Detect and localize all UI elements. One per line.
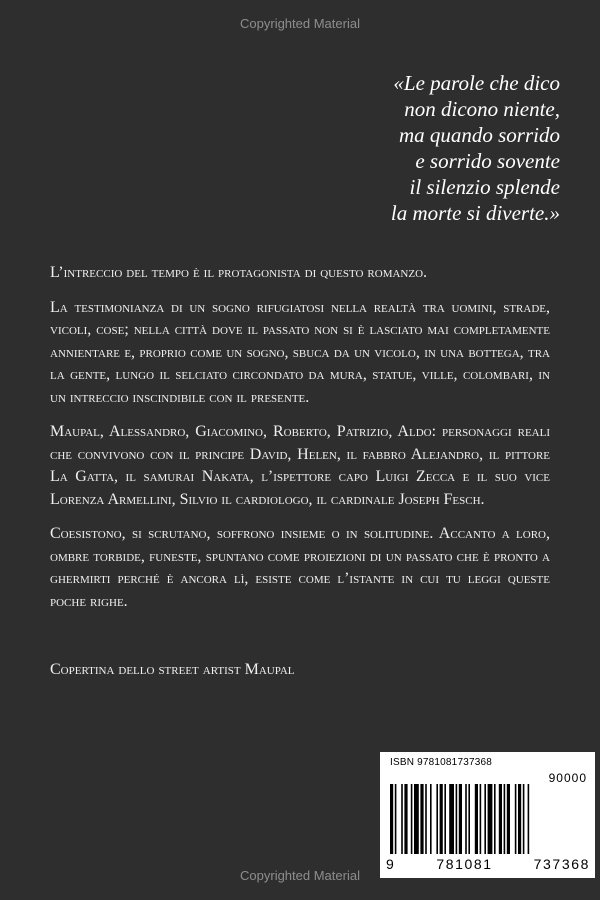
blurb-paragraph: La testimonianza di un sogno rifugiatosi nella realtà tra uomini, strade, vicoli, cose; nella città dove il passato non si è lasciato mai completamente annientare e, proprio come un sogno, sbuca da un vicolo, in una bottega, tra la gente, lungo il selciato circondato da mura, statue, ville, colombari, in un intreccio inscindibile con il presente. <box>50 298 550 406</box>
barcode-bar <box>390 784 393 854</box>
blurb-paragraph: Coesistono, si scrutano, soffrono insieme o in solitudine. Accanto a loro, ombre torbide, funeste, spuntano come proiezioni di un passato che è pronto a ghermirti perché è ancora lì, esiste come l’istante in cui tu leggi queste poche righe. <box>50 525 550 610</box>
barcode-bar <box>440 784 443 854</box>
quote-line: non dicono niente, <box>404 97 560 121</box>
barcode-bar <box>484 784 486 854</box>
barcode-bar <box>395 784 397 854</box>
quote-line: e sorrido sovente <box>415 149 560 173</box>
barcode-bar <box>465 784 467 854</box>
barcode-bar <box>494 784 496 854</box>
blurb-paragraph: Maupal, Alessandro, Giacomino, Roberto, Patrizio, Aldo: personaggi reali che convivono con il principe David, Helen, il fabbro Alejandro, il pittore La Gatta, il samurai Nakata, l’ispettore capo Luigi Zecca e il suo vice Lorenza Armellini, Silvio il cardiologo, il cardinale Joseph Fesch. <box>50 423 550 508</box>
barcode-bar <box>488 784 493 854</box>
barcode-bar <box>468 784 470 854</box>
barcode-bar <box>499 784 502 854</box>
barcode-bar <box>456 784 458 854</box>
quote-line: «Le parole che dico <box>393 71 560 95</box>
barcode-digit-group: 781081 <box>436 856 493 872</box>
barcode-bar <box>504 784 506 854</box>
barcode-bar <box>436 784 438 854</box>
barcode-bar <box>475 784 478 854</box>
watermark-top: Copyrighted Material <box>240 16 360 31</box>
barcode-bar <box>480 784 482 854</box>
barcode-bar <box>459 784 462 854</box>
barcode-bar <box>523 784 525 854</box>
barcode-bar <box>404 784 407 854</box>
blurb-paragraph-lead: L’intreccio del tempo è il protagonista di questo romanzo. <box>50 264 428 281</box>
barcode-bar <box>444 784 446 854</box>
barcode-bar <box>411 784 413 854</box>
barcode-bar <box>420 784 423 854</box>
barcode-bar <box>518 784 521 854</box>
barcode-bar <box>401 784 403 854</box>
quote-line: ma quando sorrido <box>398 123 560 147</box>
barcode-bar <box>425 784 427 854</box>
watermark-bottom: Copyrighted Material <box>240 868 360 883</box>
epigraph-quote <box>300 70 560 226</box>
blurb-text <box>50 262 550 625</box>
barcode-bar <box>528 784 530 854</box>
barcode-bar <box>430 784 432 854</box>
isbn-label: ISBN 9781081737368 <box>390 757 493 768</box>
barcode-bar <box>414 784 419 854</box>
barcode-bar <box>507 784 510 854</box>
quote-line: il silenzio splende <box>409 175 560 199</box>
barcode-digit-group: 9 <box>386 856 396 872</box>
isbn-barcode <box>380 752 595 878</box>
cover-credit: Copertina dello street artist Maupal <box>50 661 295 678</box>
barcode-digit-group: 737368 <box>533 856 590 872</box>
barcode-bar <box>449 784 454 854</box>
quote-line: la morte si diverte.» <box>390 201 560 225</box>
barcode-bar <box>515 784 517 854</box>
price-code: 90000 <box>548 771 587 785</box>
